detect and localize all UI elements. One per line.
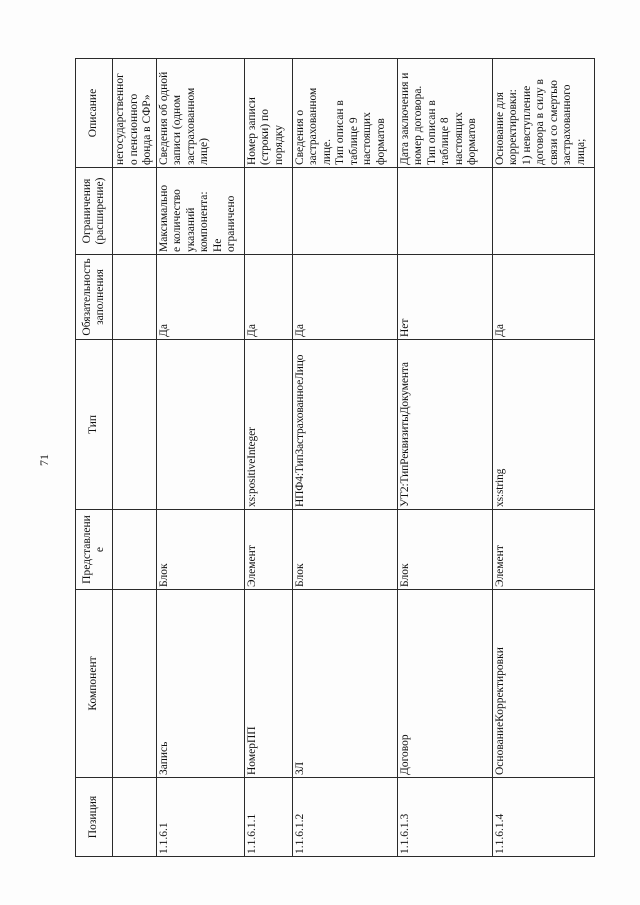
cell-description: Номер записи (строки) по порядку: [244, 59, 292, 168]
cell-position: [113, 778, 157, 857]
header-restrictions: Ограничения (расширение): [76, 168, 113, 255]
cell-representation: Блок: [156, 510, 244, 590]
cell-component: Запись: [156, 590, 244, 778]
table-row: [113, 59, 157, 857]
cell-representation: Блок: [292, 510, 397, 590]
cell-description: Дата заключения и номер договора. Тип описан в таблице 8 настоящих форматов: [397, 59, 492, 168]
cell-component: [113, 590, 157, 778]
table-row: [292, 59, 397, 857]
cell-component: ОснованиеКорректировки: [492, 590, 594, 778]
cell-description: Основание для корректировки: 1) невступление договора в силу в связи со смертью застрахованного лица;: [492, 59, 594, 168]
page-number: 71: [37, 454, 51, 466]
cell-type: [156, 340, 244, 510]
cell-restrictions: Максимально е количество указаний компонента: Не ограничено: [156, 168, 244, 255]
header-description: Описание: [76, 59, 113, 168]
cell-position: 1.1.6.1.2: [292, 778, 397, 857]
cell-position: 1.1.6.1: [156, 778, 244, 857]
table-row: [156, 59, 244, 857]
cell-required: Нет: [397, 255, 492, 340]
cell-component: Договор: [397, 590, 492, 778]
cell-description: Сведения об одной записи (одном застрахованном лице): [156, 59, 244, 168]
table-row: [492, 59, 594, 857]
cell-representation: Элемент: [492, 510, 594, 590]
cell-component: НомерПП: [244, 590, 292, 778]
cell-description: Сведения о застрахованном лице. Тип описан в таблице 9 настоящих форматов: [292, 59, 397, 168]
cell-type: xs:positiveInteger: [244, 340, 292, 510]
cell-description: негосударственног о пенсионного фонда в СФР»: [113, 59, 157, 168]
cell-restrictions: [492, 168, 594, 255]
table-row: [244, 59, 292, 857]
cell-representation: Элемент: [244, 510, 292, 590]
cell-restrictions: [113, 168, 157, 255]
spec-table: [75, 58, 595, 857]
cell-required: Да: [492, 255, 594, 340]
cell-type: [113, 340, 157, 510]
table-header-row: [76, 59, 113, 857]
cell-required: Да: [156, 255, 244, 340]
header-type: Тип: [76, 340, 113, 510]
cell-required: [113, 255, 157, 340]
cell-component: ЗЛ: [292, 590, 397, 778]
cell-position: 1.1.6.1.1: [244, 778, 292, 857]
header-component: Компонент: [76, 590, 113, 778]
cell-required: Да: [292, 255, 397, 340]
header-representation: Представлени е: [76, 510, 113, 590]
cell-type: xs:string: [492, 340, 594, 510]
cell-type: УТ2:ТипРеквизитыДокумента: [397, 340, 492, 510]
table-row: [397, 59, 492, 857]
cell-restrictions: [244, 168, 292, 255]
header-position: Позиция: [76, 778, 113, 857]
cell-position: 1.1.6.1.3: [397, 778, 492, 857]
cell-position: 1.1.6.1.4: [492, 778, 594, 857]
cell-restrictions: [397, 168, 492, 255]
cell-restrictions: [292, 168, 397, 255]
cell-type: НПФ4:ТипЗастрахованноеЛицо: [292, 340, 397, 510]
header-required: Обязательность заполнения: [76, 255, 113, 340]
rotated-page: [37, 59, 590, 857]
cell-representation: Блок: [397, 510, 492, 590]
cell-representation: [113, 510, 157, 590]
cell-required: Да: [244, 255, 292, 340]
